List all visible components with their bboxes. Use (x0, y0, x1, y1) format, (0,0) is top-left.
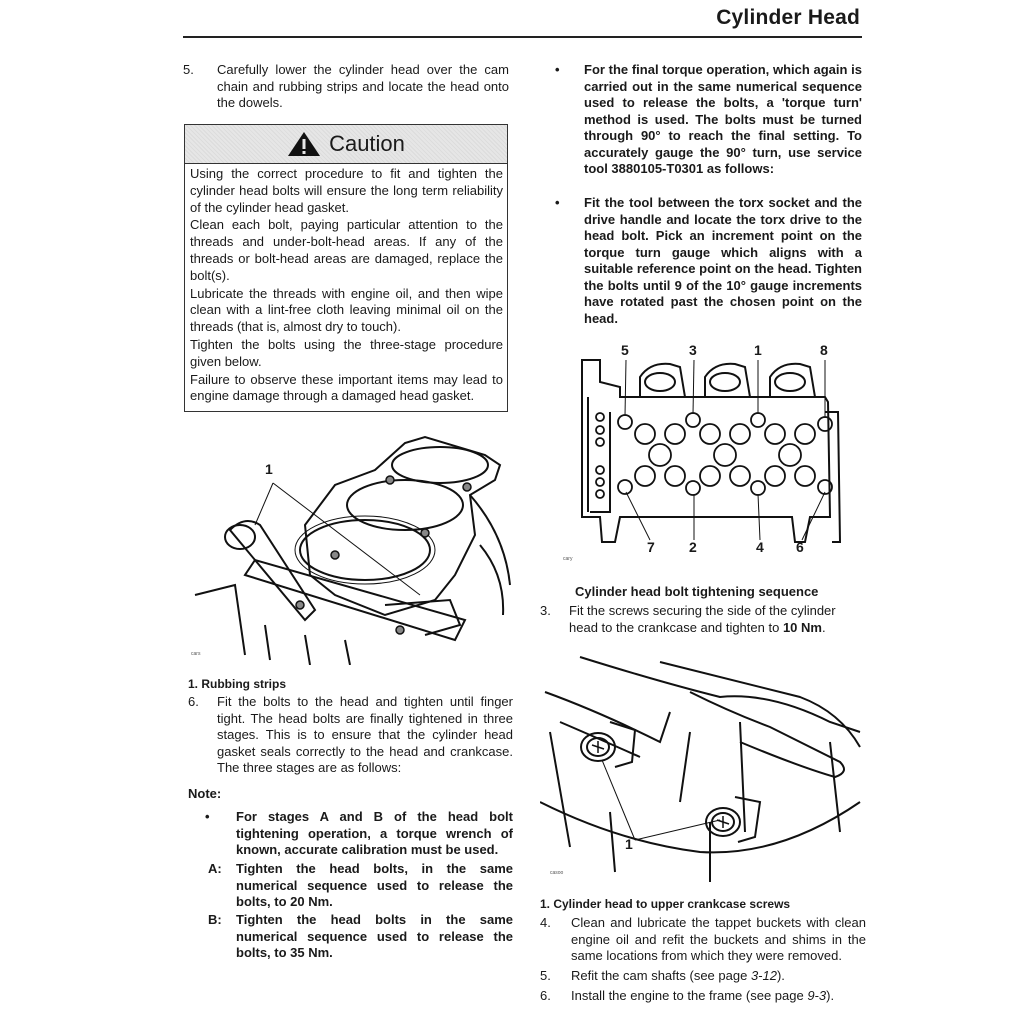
step-4 (540, 915, 866, 965)
figure-caption: Cylinder head bolt tightening sequence (575, 584, 819, 599)
step-6 (188, 694, 513, 777)
caution-paragraph: Lubricate the threads with engine oil, and then wipe clean with a lint-free cloth leaving minimal oil on the threads (that is, almost dry to touch). (190, 285, 503, 335)
caution-paragraph: Clean each bolt, paying particular attention to the threads and under-bolt-head areas. If any of the threads or bolt-head areas are damaged, replace the bolt(s). (190, 217, 503, 283)
stage-label: A: (208, 861, 222, 876)
caution-box (184, 124, 508, 412)
step-number: 4. (540, 915, 551, 930)
step-text-suffix: ). (776, 968, 785, 983)
note-text: For stages A and B of the head bolt tightening operation, a torque wrench of known, accurate calibration must be used. (236, 809, 513, 857)
bolt-label: 4 (756, 539, 764, 555)
step-number: 6. (188, 694, 199, 709)
figure-caption: 1. Cylinder head to upper crankcase screws (540, 897, 791, 911)
figure-caption: 1. Rubbing strips (188, 677, 287, 691)
caution-title: Caution (329, 131, 405, 156)
bolt-label: 3 (689, 342, 697, 358)
warning-triangle-icon (287, 131, 321, 157)
bolt-label: 1 (754, 342, 762, 358)
caution-paragraph: Using the correct procedure to fit and tighten the cylinder head bolts will ensure the long term reliability of the cylinder head gasket. (190, 166, 503, 215)
torque-value: 10 Nm (782, 619, 822, 635)
step-text: Fit the bolts to the head and tighten until finger tight. The head bolts are finally tightened in three stages. This is to ensure that the cylinder head gasket seals correctly to the head and crankcase. The three stages are as follows: (217, 694, 513, 775)
engine-block-illustration (185, 425, 515, 665)
caution-paragraph: Tighten the bolts using the three-stage procedure given below. (190, 336, 503, 369)
figure-code: casoo (550, 870, 564, 876)
bullet-fit-tool (555, 195, 862, 327)
figure-code: cary (563, 556, 573, 562)
bullet-text: Fit the tool between the torx socket and the drive handle and locate the torx drive to the head bolt. Pick an increment point on the torque turn gauge which aligns with a suitable reference point on the head. Tighten the bolts until 9 of the 10° gauge increments have rotated past the chosen point on the head. (584, 195, 862, 326)
step-text-suffix: ). (826, 988, 835, 1003)
step-3 (540, 603, 866, 636)
stage-text: Tighten the head bolts, in the same numerical sequence used to release the bolts, to 20 Nm. (236, 861, 513, 909)
stage-label: B: (208, 912, 222, 927)
figure-rubbing-strips (185, 425, 515, 665)
caution-paragraph: Failure to observe these important items may lead to engine damage through a damaged head gasket. (190, 371, 503, 404)
stage-text: Tighten the head bolts in the same numerical sequence used to release the bolts, to 35 Nm. (236, 912, 513, 960)
step-6-right (540, 988, 866, 1005)
step-number: 6. (540, 988, 551, 1003)
figure-code: cars (191, 651, 201, 657)
step-text: Carefully lower the cylinder head over the cam chain and rubbing strips and locate the head onto the dowels. (217, 62, 509, 110)
step-text (571, 988, 866, 1005)
page-title: Cylinder Head (716, 6, 860, 29)
callout-1: 1 (265, 461, 273, 477)
step-text-prefix: Install the engine to the frame (see page (571, 988, 808, 1003)
bolt-label: 7 (647, 539, 655, 555)
cylinder-head-top-view (560, 342, 860, 570)
bullet-icon: • (555, 62, 560, 77)
step-5 (183, 62, 509, 112)
header-rule (183, 36, 862, 38)
caution-header (185, 125, 507, 164)
note-bullet (205, 809, 513, 859)
step-number: 5. (540, 968, 551, 983)
callout-1: 1 (625, 836, 633, 852)
step-text: Clean and lubricate the tappet buckets with clean engine oil and refit the buckets and shims in the same locations from which they were removed. (571, 915, 866, 963)
note-label: Note: (188, 786, 222, 801)
crankcase-screws-illustration (540, 652, 870, 887)
figure-crankcase-screws (540, 652, 870, 887)
bolt-label: 2 (689, 539, 697, 555)
step-text-prefix: Refit the cam shafts (see page (571, 968, 751, 983)
page-reference-link[interactable]: 3-12 (750, 968, 777, 983)
bullet-final-torque (555, 62, 862, 178)
step-number: 3. (540, 603, 551, 618)
bullet-icon: • (555, 195, 560, 210)
bullet-icon: • (205, 809, 210, 824)
stage-b (208, 912, 513, 962)
bullet-text: For the final torque operation, which again is carried out in the same numerical sequence used to release the bolts, a 'torque turn' method is used. The bolts must be turned through 90° to reach the final setting. To accurately gauge the 90° turn, use service tool 3880105-T0301 as follows: (584, 62, 862, 176)
bolt-label: 6 (796, 539, 804, 555)
bolt-label: 8 (820, 342, 828, 358)
page-reference-link[interactable]: 9-3 (807, 988, 827, 1003)
step-5-right (540, 968, 866, 985)
step-number: 5. (183, 62, 194, 77)
step-text (571, 968, 866, 985)
step-text (569, 603, 866, 636)
step-text-suffix: . (821, 619, 826, 635)
stage-a (208, 861, 513, 911)
step-text-prefix: Fit the screws securing the side of the cylinder head to the crankcase and tighten to (569, 603, 836, 635)
caution-body (185, 164, 507, 405)
bolt-label: 5 (621, 342, 629, 358)
figure-bolt-sequence (560, 342, 860, 570)
